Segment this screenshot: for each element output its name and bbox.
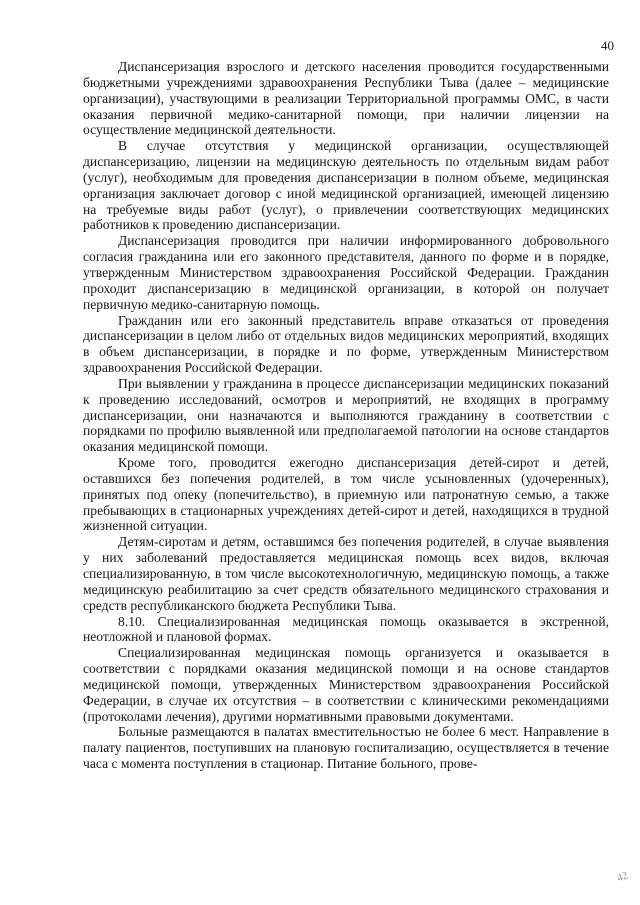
paragraph-section-8-10: 8.10. Специализированная медицинская помощь оказывается в экстренной, неотложной и плановой формах. [83, 613, 609, 645]
paragraph-orphans-medical-care: Детям-сиротам и детям, оставшимся без попечения родителей, в случае выявления у них заболеваний предоставляется медицинская помощь всех видов, включая специализированную, в том числе высокотехнологичную, медицинскую помощь, а также медицинскую реабилитацию за счет средств обязательного медицинского страхования и средств республиканского бюджета Республики Тыва. [83, 534, 609, 613]
page-number: 40 [601, 38, 614, 53]
paragraph-additional-indications: При выявлении у гражданина в процессе диспансеризации медицинских показаний к проведению исследований, осмотров и мероприятий, не входящих в программу диспансеризации, они назначаются и выполняются гражданину в соответствии с порядками по профилю выявленной или предполагаемой патологии на основе стандартов оказания медицинской помощи. [83, 375, 609, 455]
paragraph-license-absence: В случае отсутствия у медицинской организации, осуществляющей диспансеризацию, лицензии на медицинскую деятельность по отдельным видам работ (услуг), необходимым для проведения диспансеризации в полном объеме, медицинская организация заключает договор с иной медицинской организацией, имеющей лицензию на требуемые виды работ (услуг), о привлечении соответствующих медицинских работников к проведению диспансеризации. [83, 138, 609, 233]
corner-mark: 42 [615, 869, 630, 885]
paragraph-informed-consent: Диспансеризация проводится при наличии информированного добровольного согласия гражданина или его законного представителя, данного по форме и в порядке, утвержденным Министерством здравоохранения Российской Федерации. Гражданин проходит диспансеризацию в медицинской организации, в которой он получает первичную медико-санитарную помощь. [83, 233, 609, 312]
paragraph-orphans-dispensary: Кроме того, проводится ежегодно диспансеризация детей-сирот и детей, оставшихся без попечения родителей, в том числе усыновленных (удочеренных), принятых под опеку (попечительство), в приемную или патронатную семью, а также пребывающих в стационарных учреждениях детей-сирот и детей, находящихся в трудной жизненной ситуации. [83, 455, 609, 534]
document-body [83, 59, 609, 772]
paragraph-dispensary-providers: Диспансеризация взрослого и детского населения проводится государственными бюджетными учреждениями здравоохранения Республики Тыва (далее – медицинские организации), участвующими в реализации Территориальной программы ОМС, в части оказания первичной медико-санитарной помощи, при наличии лицензии на осуществление медицинской деятельности. [83, 59, 609, 138]
paragraph-ward-placement: Больные размещаются в палатах вместительностью не более 6 мест. Направление в палату пациентов, поступивших на плановую госпитализацию, осуществляется в течение часа с момента поступления в стационар. Питание больного, прове- [83, 724, 609, 772]
paragraph-right-to-refuse: Гражданин или его законный представитель вправе отказаться от проведения диспансеризации в целом либо от отдельных видов медицинских мероприятий, входящих в объем диспансеризации, в порядке и по форме, утвержденным Министерством здравоохранения Российской Федерации. [83, 312, 609, 376]
paragraph-specialized-care: Специализированная медицинская помощь организуется и оказывается в соответствии с порядками оказания медицинской помощи и на основе стандартов медицинской помощи, утвержденных Министерством здравоохранения Российской Федерации, в случае их отсутствия – в соответствии с клиническими рекомендациями (протоколами лечения), другими нормативными правовыми документами. [83, 645, 609, 724]
